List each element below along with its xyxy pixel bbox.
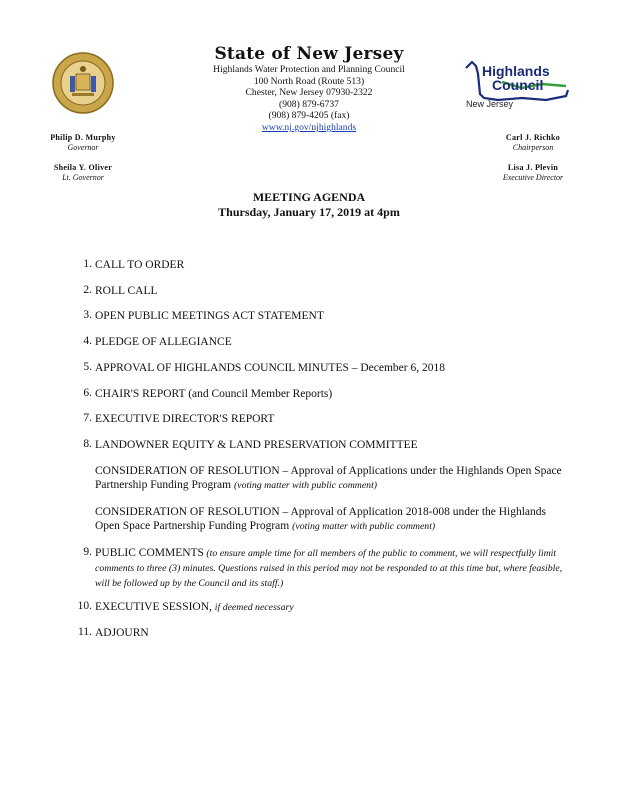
address-line: 100 North Road (Route 513) [253, 75, 365, 87]
fax-line: (908) 879-4205 (fax) [268, 110, 350, 122]
item-number: 6. [83, 387, 92, 399]
sub-item-text: CONSIDERATION OF RESOLUTION – Approval of Application 2018-008 under the Highlands Open Space Partnership Funding Program [95, 506, 547, 532]
item-number: 3. [83, 309, 92, 321]
sub-item-note: (voting matter with public comment) [292, 521, 436, 532]
official-title: Governor [67, 142, 99, 152]
sub-item-text: CONSIDERATION OF RESOLUTION – Approval of Applications under the Highlands Open Space Partnership Funding Program [95, 465, 562, 491]
item-number: 11. [78, 626, 92, 638]
official-name: Carl J. Richko [505, 133, 561, 142]
item-text: OPEN PUBLIC MEETINGS ACT STATEMENT [95, 310, 324, 322]
item-number: 7. [83, 412, 92, 424]
official-name: Lisa J. Plevin [507, 163, 559, 172]
chairperson-block [478, 133, 588, 152]
official-title: Chairperson [512, 142, 554, 152]
governor-block [18, 133, 148, 152]
official-title: Executive Director [502, 172, 564, 182]
item-text: EXECUTIVE DIRECTOR'S REPORT [95, 413, 275, 425]
official-title: Lt. Governor [62, 172, 104, 182]
item-note: if deemed necessary [214, 602, 294, 613]
official-name: Philip D. Murphy [50, 133, 116, 142]
item-text: PLEDGE OF ALLEGIANCE [95, 336, 232, 348]
item-text: CHAIR'S REPORT (and Council Member Reports) [95, 388, 333, 400]
item-text: ADJOURN [95, 627, 149, 639]
state-title: State of New Jersey [214, 44, 404, 64]
executive-director-block [478, 163, 588, 182]
sub-item-note: (voting matter with public comment) [233, 480, 378, 491]
item-text: EXECUTIVE SESSION, [95, 601, 215, 613]
website-link[interactable]: www.nj.gov/njhighlands [261, 121, 357, 133]
agenda-title: MEETING AGENDA [252, 190, 366, 204]
highlands-council-logo [462, 60, 572, 112]
item-note: (to ensure ample time for all members of the public to comment, we will respectfully limit comments to three (3) minutes. Questions raised in this period may not be responded to at this time but, where feasible, will be followed up by the Council and its staff.) [95, 548, 563, 589]
official-name: Sheila Y. Oliver [53, 163, 113, 172]
lt-governor-block [18, 163, 148, 182]
phone-line: (908) 879-6737 [279, 98, 339, 110]
item-text: PUBLIC COMMENTS [95, 547, 204, 559]
logo-line1: Highlands [482, 63, 550, 79]
item-number: 1. [83, 258, 92, 270]
city-line: Chester, New Jersey 07930-2322 [245, 87, 373, 99]
item-number: 8. [83, 438, 92, 450]
agenda-heading [0, 190, 618, 220]
item-text: CALL TO ORDER [95, 259, 185, 271]
agenda-date: Thursday, January 17, 2019 at 4pm [218, 205, 400, 219]
item-text: LANDOWNER EQUITY & LAND PRESERVATION COMMITTEE [95, 439, 418, 451]
item-number: 9. [83, 546, 92, 558]
org-name: Highlands Water Protection and Planning Council [213, 64, 405, 75]
item-number: 10. [77, 600, 92, 612]
item-number: 4. [83, 335, 92, 347]
item-text: APPROVAL OF HIGHLANDS COUNCIL MINUTES – December 6, 2018 [95, 362, 445, 374]
item-number: 2. [83, 284, 92, 296]
item-text: ROLL CALL [95, 285, 158, 297]
item-number: 5. [83, 361, 92, 373]
logo-line2: Council [492, 77, 544, 93]
logo-line3: New Jersey [466, 99, 514, 109]
